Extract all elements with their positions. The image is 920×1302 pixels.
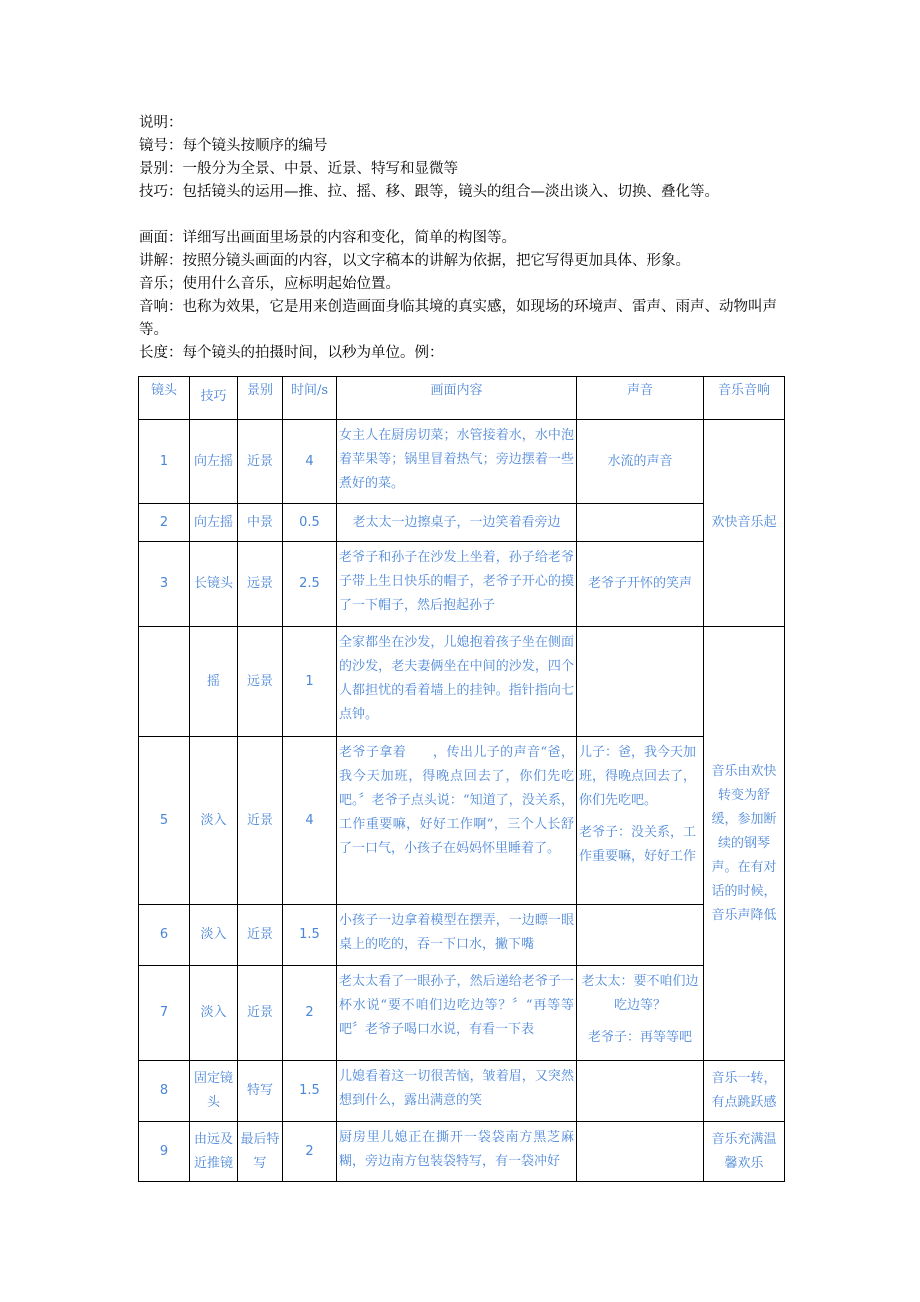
scale: 最后特写 — [238, 1122, 283, 1182]
table-row — [139, 627, 785, 737]
shot-number: 2 — [139, 504, 190, 542]
note-sound-effects: 音响：也称为效果，它是用来创造画面身临其境的真实感，如现场的环境声、雷声、雨声、动物叫声等。 — [139, 299, 777, 338]
shot-number: 9 — [139, 1122, 190, 1182]
content: 老太太看了一眼孙子，然后递给老爷子一杯水说“要不咱们边吃边等？〞“再等等吧〞老爷子喝口水说，有看一下表 — [337, 966, 577, 1061]
music-cell: 音乐充满温馨欢乐 — [704, 1122, 785, 1182]
time: 2 — [283, 1122, 337, 1182]
sound-line-grandpa: 老爷子：没关系，工作重要嘛，好好工作 — [579, 825, 697, 864]
header-sound: 声音 — [577, 377, 704, 420]
table-header-row — [139, 377, 785, 420]
music-cell: 音乐由欢快转变为舒缓，参加断续的钢琴声。在有对话的时候，音乐声降低 — [704, 627, 785, 1061]
shot-number: 1 — [139, 420, 190, 504]
table-row — [139, 905, 785, 966]
scale: 远景 — [238, 627, 283, 737]
header-technique: 技巧 — [190, 377, 238, 420]
sound — [577, 1061, 704, 1122]
note-picture: 画面：详细写出画面里场景的内容和变化，简单的构图等。 — [139, 230, 516, 246]
technique: 向左摇 — [190, 504, 238, 542]
sound — [577, 1122, 704, 1182]
technique: 淡入 — [190, 737, 238, 905]
music-cell: 音乐一转，有点跳跃感 — [704, 1061, 785, 1122]
table-row — [139, 1122, 785, 1182]
technique: 淡入 — [190, 966, 238, 1061]
scale: 远景 — [238, 542, 283, 627]
notes-heading: 说明： — [139, 115, 183, 131]
scale: 近景 — [238, 905, 283, 966]
shot-number: 6 — [139, 905, 190, 966]
table-row — [139, 1061, 785, 1122]
music-cell: 欢快音乐起 — [704, 420, 785, 627]
note-scale: 景别：一般分为全景、中景、近景、特写和显微等 — [139, 161, 458, 177]
sound-line-grandpa: 老爷子：再等等吧 — [587, 1030, 692, 1045]
scale: 中景 — [238, 504, 283, 542]
technique: 长镜头 — [190, 542, 238, 627]
note-shot-number: 镜号：每个镜头按顺序的编号 — [139, 138, 328, 154]
table-row — [139, 504, 785, 542]
table-row — [139, 737, 785, 905]
sound — [577, 966, 704, 1061]
scale: 近景 — [238, 737, 283, 905]
time: 1.5 — [283, 905, 337, 966]
header-time: 时间/s — [283, 377, 337, 420]
content: 小孩子一边拿着模型在摆弄，一边瞟一眼桌上的吃的，吞一下口水，撇下嘴 — [337, 905, 577, 966]
sound: 水流的声音 — [577, 420, 704, 504]
table-row — [139, 966, 785, 1061]
time: 4 — [283, 737, 337, 905]
instructions — [139, 112, 789, 365]
table-row — [139, 542, 785, 627]
content: 老爷子和孙子在沙发上坐着，孙子给老爷子带上生日快乐的帽子，老爷子开心的摸了一下帽子，然后抱起孙子 — [337, 542, 577, 627]
time: 4 — [283, 420, 337, 504]
note-duration: 长度：每个镜头的拍摄时间，以秒为单位。例： — [139, 345, 444, 361]
shot-number: 7 — [139, 966, 190, 1061]
storyboard-table — [138, 376, 785, 1182]
header-scale: 景别 — [238, 377, 283, 420]
content: 老太太一边擦桌子，一边笑着看旁边 — [337, 504, 577, 542]
time: 1.5 — [283, 1061, 337, 1122]
time: 2 — [283, 966, 337, 1061]
shot-number: 3 — [139, 542, 190, 627]
header-content: 画面内容 — [337, 377, 577, 420]
header-shot: 镜头 — [139, 377, 190, 420]
sound — [577, 627, 704, 737]
time: 1 — [283, 627, 337, 737]
scale: 近景 — [238, 420, 283, 504]
technique: 向左摇 — [190, 420, 238, 504]
table-row — [139, 420, 785, 504]
sound — [577, 905, 704, 966]
shot-number: 8 — [139, 1061, 190, 1122]
time: 0.5 — [283, 504, 337, 542]
scale: 近景 — [238, 966, 283, 1061]
spacer — [139, 204, 789, 227]
sound-line-son: 儿子：爸，我今天加班，得晚点回去了，你们先吃吧。 — [579, 745, 697, 808]
shot-number: 5 — [139, 737, 190, 905]
technique: 淡入 — [190, 905, 238, 966]
note-music: 音乐；使用什么音乐，应标明起始位置。 — [139, 276, 400, 292]
content: 女主人在厨房切菜；水管接着水，水中泡着苹果等；锅里冒着热气；旁边摆着一些煮好的菜。 — [337, 420, 577, 504]
spacer — [579, 813, 701, 821]
sound — [577, 737, 704, 905]
sound-line-grandma: 老太太：要不咱们边吃边等？ — [581, 974, 699, 1013]
technique: 固定镜头 — [190, 1061, 238, 1122]
content: 全家都坐在沙发，儿媳抱着孩子坐在侧面的沙发，老夫妻俩坐在中间的沙发，四个人都担忧的看着墙上的挂钟。指针指向七点钟。 — [337, 627, 577, 737]
spacer — [579, 1018, 701, 1026]
content: 厨房里儿媳正在撕开一袋袋南方黑芝麻糊，旁边南方包装袋特写，有一袋冲好 — [337, 1122, 577, 1182]
header-music: 音乐音响 — [704, 377, 785, 420]
shot-number — [139, 627, 190, 737]
content: 儿媳看着这一切很苦恼，皱着眉，又突然想到什么，露出满意的笑 — [337, 1061, 577, 1122]
technique: 由远及近推镜 — [190, 1122, 238, 1182]
scale: 特写 — [238, 1061, 283, 1122]
note-technique: 技巧：包括镜头的运用—推、拉、摇、移、跟等，镜头的组合—淡出谈入、切换、叠化等。 — [139, 184, 719, 200]
sound — [577, 504, 704, 542]
time: 2.5 — [283, 542, 337, 627]
sound: 老爷子开怀的笑声 — [577, 542, 704, 627]
technique: 摇 — [190, 627, 238, 737]
note-narration: 讲解：按照分镜头画面的内容，以文字稿本的讲解为依据，把它写得更加具体、形象。 — [139, 253, 690, 269]
content: 老爷子拿着 ，传出儿子的声音“爸，我今天加班，得晚点回去了，你们先吃吧。〞老爷子点头说：“知道了，没关系，工作重要嘛，好好工作啊”，三个人长舒了一口气，小孩子在妈妈怀里睡着了。 — [337, 737, 577, 905]
